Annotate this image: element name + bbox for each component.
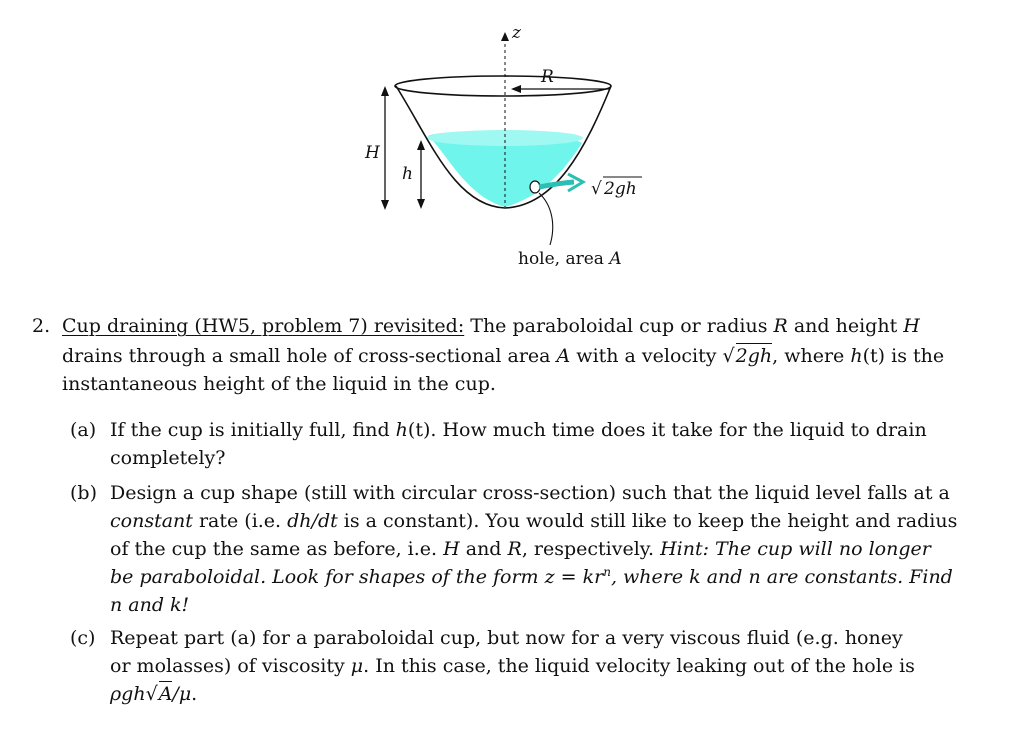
cup-rim: [395, 76, 611, 96]
velocity-label: [591, 177, 642, 199]
problem-heading: Cup draining (HW5, problem 7) revisited:: [62, 315, 465, 337]
problem-line-1: Cup draining (HW5, problem 7) revisited: The paraboloidal cup or radius R and height H: [62, 315, 920, 337]
height-arrowhead-bottom: [381, 200, 389, 210]
radius-label: R: [541, 67, 554, 87]
hole: [530, 181, 540, 193]
part-c-line-1: Repeat part (a) for a paraboloidal cup, but now for a very viscous fluid (e.g. honey: [110, 627, 903, 649]
z-axis-arrowhead: [501, 32, 509, 41]
part-c-line-2: or molasses) of viscosity μ. In this case, the liquid velocity leaking out of the hole is: [110, 655, 915, 677]
hole-label: hole, area A: [518, 249, 622, 269]
problem-number: 2.: [32, 315, 51, 337]
problem-line-2: drains through a small hole of cross-sectional area A with a velocity √2gh, where h(t) is the: [62, 345, 945, 367]
radius-arrowhead: [511, 85, 521, 93]
problem-line-3: instantaneous height of the liquid in the cup.: [62, 373, 496, 395]
part-a-line-2: completely?: [110, 447, 226, 469]
part-a-label: (a): [70, 419, 97, 441]
part-c-label: (c): [70, 627, 96, 649]
part-b-line-5: n and k!: [110, 594, 190, 616]
height-arrowhead-top: [381, 86, 389, 96]
part-b-line-4: be paraboloidal. Look for shapes of the form $z = kr^n$, where k and n are constants. Find: [110, 565, 953, 588]
hole-leader-line: [539, 193, 553, 245]
part-a-line-1: If the cup is initially full, find h(t). How much time does it take for the liquid to drain: [110, 419, 927, 441]
level-arrowhead-bottom: [417, 199, 425, 209]
part-b-label: (b): [70, 482, 97, 504]
z-axis-label: z: [512, 23, 521, 43]
part-b-line-3: of the cup the same as before, i.e. H and R, respectively. Hint: The cup will no longer: [110, 538, 931, 560]
liquid-surface: [427, 130, 583, 146]
cup-diagram: [0, 0, 1024, 300]
level-arrowhead-top: [417, 140, 425, 150]
height-label: H: [365, 143, 380, 163]
part-b-line-1: Design a cup shape (still with circular cross-section) such that the liquid level falls at a: [110, 482, 950, 504]
part-b-line-2: constant rate (i.e. dh/dt is a constant). You would still like to keep the height and radius: [110, 510, 958, 532]
svg-text:2gh: 2gh: [604, 179, 637, 199]
part-c-line-3: ρgh√A/μ.: [110, 683, 198, 705]
svg-text:√: √: [591, 179, 602, 199]
level-label: h: [402, 164, 413, 184]
